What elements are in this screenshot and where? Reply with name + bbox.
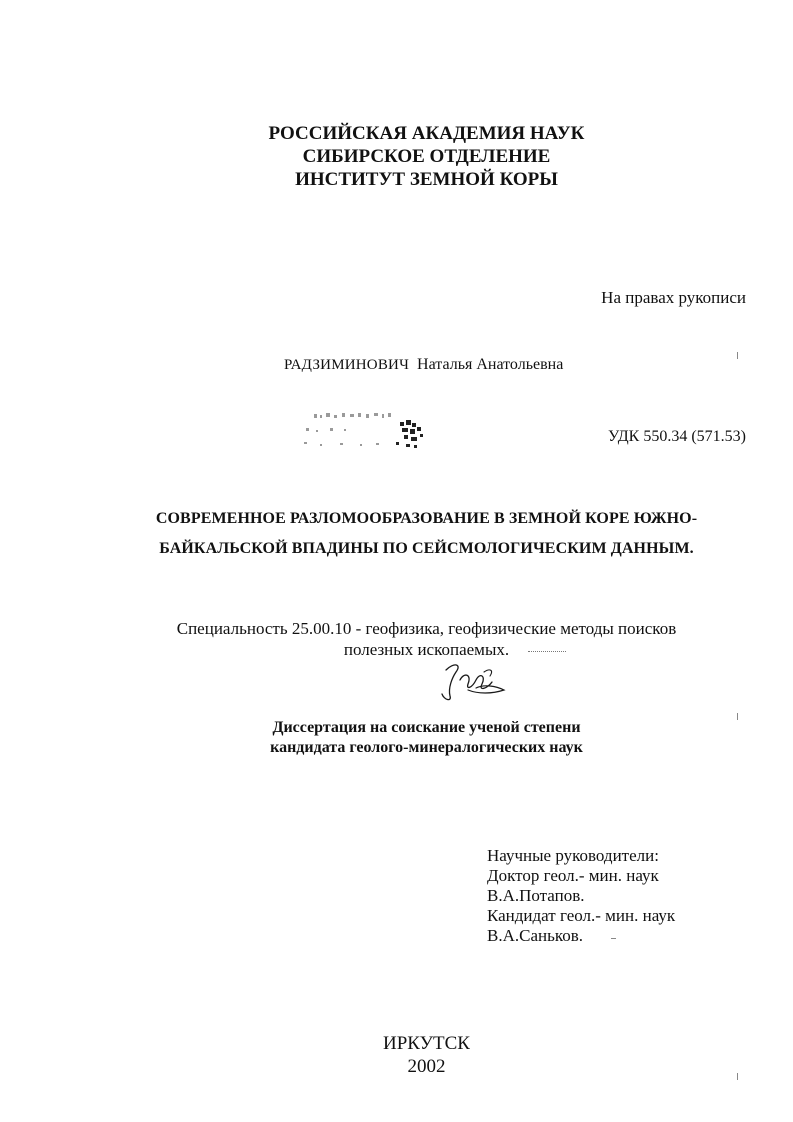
scan-speck <box>611 938 616 939</box>
scan-speck <box>737 713 738 720</box>
year: 2002 <box>407 1056 446 1077</box>
specialty <box>120 618 733 660</box>
manuscript-rights-note: На правах рукописи <box>601 288 746 307</box>
header-line-branch: СИБИРСКОЕ ОТДЕЛЕНИЕ <box>302 146 551 167</box>
degree-statement <box>0 718 793 758</box>
handwritten-signature <box>432 658 520 704</box>
city: ИРКУТСК <box>383 1033 470 1054</box>
specialty-line-2: полезных ископаемых. <box>343 640 510 659</box>
author-given-names: Наталья Анатольевна <box>417 356 564 373</box>
degree-line-2: кандидата геолого-минералогических наук <box>270 739 583 756</box>
author-surname: РАДЗИМИНОВИЧ <box>284 357 410 373</box>
title-line-1: СОВРЕМЕННОЕ РАЗЛОМООБРАЗОВАНИЕ В ЗЕМНОЙ КОРЕ ЮЖНО- <box>155 510 698 527</box>
supervisor-1-name: В.А.Потапов. <box>487 886 585 905</box>
supervisor-2-degree: Кандидат геол.- мин. наук <box>487 906 676 925</box>
header-line-academy: РОССИЙСКАЯ АКАДЕМИЯ НАУК <box>268 123 585 144</box>
udk-code: УДК 550.34 (571.53) <box>608 428 746 445</box>
supervisor-2-name: В.А.Саньков. <box>487 926 584 945</box>
supervisors-heading: Научные руководители: <box>487 846 659 865</box>
dissertation-title <box>0 504 793 564</box>
author-name <box>284 356 563 374</box>
header-line-institute: ИНСТИТУТ ЗЕМНОЙ КОРЫ <box>295 169 558 190</box>
title-line-2: БАЙКАЛЬСКОЙ ВПАДИНЫ ПО СЕЙСМОЛОГИЧЕСКИМ ДАННЫМ. <box>159 540 694 557</box>
institution-header <box>0 122 793 191</box>
faded-stamp <box>296 408 436 460</box>
scan-speck <box>737 352 738 359</box>
place-and-year <box>0 1032 793 1078</box>
scan-speck <box>737 1073 738 1080</box>
degree-line-1: Диссертация на соискание ученой степени <box>272 719 581 736</box>
supervisors-block <box>487 846 675 946</box>
supervisor-1-degree: Доктор геол.- мин. наук <box>487 866 659 885</box>
specialty-line-1: Специальность 25.00.10 - геофизика, геофизические методы поисков <box>176 619 677 638</box>
specialty-dotted-line <box>528 651 566 652</box>
